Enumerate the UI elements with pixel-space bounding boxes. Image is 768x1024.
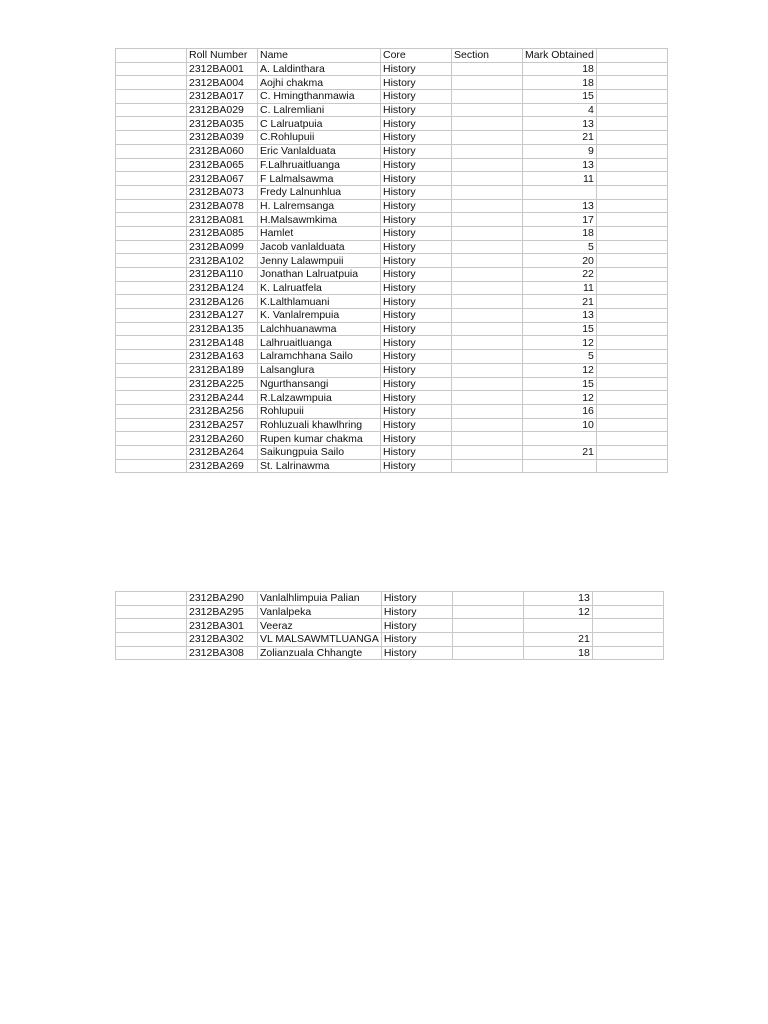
blank-cell xyxy=(592,592,663,606)
core-cell: History xyxy=(381,432,452,446)
core-cell: History xyxy=(381,226,452,240)
section-cell xyxy=(452,350,523,364)
header-roll-number: Roll Number xyxy=(187,49,258,63)
blank-cell xyxy=(596,62,667,76)
core-cell: History xyxy=(381,76,452,90)
core-cell: History xyxy=(381,268,452,282)
roll-number-cell: 2312BA029 xyxy=(187,103,258,117)
mark-cell: 15 xyxy=(523,90,597,104)
blank-cell xyxy=(116,49,187,63)
blank-cell xyxy=(596,131,667,145)
blank-cell xyxy=(596,404,667,418)
blank-cell xyxy=(596,459,667,473)
table-row xyxy=(116,633,664,647)
section-cell xyxy=(452,226,523,240)
blank-cell xyxy=(596,90,667,104)
blank-cell xyxy=(592,633,663,647)
roll-number-cell: 2312BA065 xyxy=(187,158,258,172)
core-cell: History xyxy=(381,144,452,158)
name-cell: A. Laldinthara xyxy=(258,62,381,76)
name-cell: Jacob vanlalduata xyxy=(258,240,381,254)
section-cell xyxy=(452,199,523,213)
section-cell xyxy=(452,322,523,336)
mark-cell: 4 xyxy=(523,103,597,117)
section-cell xyxy=(452,619,523,633)
section-cell xyxy=(452,103,523,117)
core-cell: History xyxy=(381,404,452,418)
roll-number-cell: 2312BA301 xyxy=(187,619,258,633)
marks-table-body xyxy=(116,592,664,660)
section-cell xyxy=(452,336,523,350)
roll-number-cell: 2312BA127 xyxy=(187,309,258,323)
core-cell: History xyxy=(381,459,452,473)
name-cell: Lalhruaitluanga xyxy=(258,336,381,350)
core-cell: History xyxy=(381,322,452,336)
roll-number-cell: 2312BA256 xyxy=(187,404,258,418)
table-row xyxy=(116,391,668,405)
mark-cell: 13 xyxy=(523,592,592,606)
blank-cell xyxy=(596,445,667,459)
roll-number-cell: 2312BA039 xyxy=(187,131,258,145)
mark-cell xyxy=(523,185,597,199)
table-row xyxy=(116,336,668,350)
blank-cell xyxy=(596,281,667,295)
mark-cell: 15 xyxy=(523,377,597,391)
core-cell: History xyxy=(381,363,452,377)
mark-cell xyxy=(523,459,597,473)
table-row xyxy=(116,199,668,213)
section-cell xyxy=(452,158,523,172)
roll-number-cell: 2312BA067 xyxy=(187,172,258,186)
blank-cell xyxy=(116,268,187,282)
roll-number-cell: 2312BA163 xyxy=(187,350,258,364)
section-cell xyxy=(452,295,523,309)
table-row xyxy=(116,322,668,336)
table-row xyxy=(116,404,668,418)
roll-number-cell: 2312BA073 xyxy=(187,185,258,199)
name-cell: Vanlalpeka xyxy=(258,605,382,619)
blank-cell xyxy=(596,418,667,432)
blank-cell xyxy=(116,605,187,619)
core-cell: History xyxy=(381,605,452,619)
core-cell: History xyxy=(381,418,452,432)
section-cell xyxy=(452,592,523,606)
blank-cell xyxy=(116,144,187,158)
blank-cell xyxy=(596,363,667,377)
table-row xyxy=(116,144,668,158)
core-cell: History xyxy=(381,619,452,633)
roll-number-cell: 2312BA126 xyxy=(187,295,258,309)
name-cell: Ngurthansangi xyxy=(258,377,381,391)
blank-cell xyxy=(116,281,187,295)
blank-cell xyxy=(596,322,667,336)
mark-cell: 9 xyxy=(523,144,597,158)
mark-cell: 18 xyxy=(523,226,597,240)
blank-cell xyxy=(116,185,187,199)
roll-number-cell: 2312BA264 xyxy=(187,445,258,459)
core-cell: History xyxy=(381,117,452,131)
section-cell xyxy=(452,62,523,76)
section-cell xyxy=(452,377,523,391)
table-row xyxy=(116,103,668,117)
section-cell xyxy=(452,76,523,90)
core-cell: History xyxy=(381,213,452,227)
blank-cell xyxy=(596,268,667,282)
core-cell: History xyxy=(381,281,452,295)
section-cell xyxy=(452,309,523,323)
roll-number-cell: 2312BA004 xyxy=(187,76,258,90)
table-row xyxy=(116,309,668,323)
core-cell: History xyxy=(381,377,452,391)
table-row xyxy=(116,592,664,606)
blank-cell xyxy=(592,619,663,633)
name-cell: VL MALSAWMTLUANGA xyxy=(258,633,382,647)
roll-number-cell: 2312BA081 xyxy=(187,213,258,227)
blank-cell xyxy=(116,226,187,240)
core-cell: History xyxy=(381,199,452,213)
section-cell xyxy=(452,404,523,418)
roll-number-cell: 2312BA302 xyxy=(187,633,258,647)
name-cell: Jonathan Lalruatpuia xyxy=(258,268,381,282)
blank-cell xyxy=(116,418,187,432)
blank-cell xyxy=(596,391,667,405)
mark-cell xyxy=(523,619,592,633)
table-row xyxy=(116,76,668,90)
name-cell: Vanlalhlimpuia Palian xyxy=(258,592,382,606)
name-cell: Lalchhuanawma xyxy=(258,322,381,336)
table-row xyxy=(116,432,668,446)
name-cell: Lalramchhana Sailo xyxy=(258,350,381,364)
table-row xyxy=(116,646,664,660)
section-cell xyxy=(452,445,523,459)
table-row xyxy=(116,281,668,295)
mark-cell: 12 xyxy=(523,605,592,619)
mark-cell: 11 xyxy=(523,281,597,295)
mark-cell: 21 xyxy=(523,633,592,647)
blank-cell xyxy=(596,199,667,213)
mark-cell: 13 xyxy=(523,158,597,172)
blank-cell xyxy=(116,619,187,633)
name-cell: C. Hmingthanmawia xyxy=(258,90,381,104)
name-cell: Zolianzuala Chhangte xyxy=(258,646,382,660)
mark-cell: 22 xyxy=(523,268,597,282)
table-row xyxy=(116,254,668,268)
core-cell: History xyxy=(381,309,452,323)
blank-cell xyxy=(116,117,187,131)
roll-number-cell: 2312BA060 xyxy=(187,144,258,158)
table-row xyxy=(116,363,668,377)
header-mark-obtained: Mark Obtained xyxy=(523,49,597,63)
section-cell xyxy=(452,213,523,227)
roll-number-cell: 2312BA148 xyxy=(187,336,258,350)
blank-cell xyxy=(116,391,187,405)
blank-cell xyxy=(116,459,187,473)
section-cell xyxy=(452,363,523,377)
table-row xyxy=(116,605,664,619)
blank-cell xyxy=(116,322,187,336)
header-name: Name xyxy=(258,49,381,63)
mark-cell: 21 xyxy=(523,131,597,145)
mark-cell: 13 xyxy=(523,117,597,131)
section-cell xyxy=(452,131,523,145)
name-cell: Eric Vanlalduata xyxy=(258,144,381,158)
name-cell: R.Lalzawmpuia xyxy=(258,391,381,405)
name-cell: Rohluzuali khawlhring xyxy=(258,418,381,432)
header-row xyxy=(116,49,668,63)
roll-number-cell: 2312BA124 xyxy=(187,281,258,295)
mark-cell: 5 xyxy=(523,350,597,364)
roll-number-cell: 2312BA225 xyxy=(187,377,258,391)
roll-number-cell: 2312BA257 xyxy=(187,418,258,432)
roll-number-cell: 2312BA110 xyxy=(187,268,258,282)
roll-number-cell: 2312BA035 xyxy=(187,117,258,131)
name-cell: Fredy Lalnunhlua xyxy=(258,185,381,199)
blank-cell xyxy=(596,377,667,391)
roll-number-cell: 2312BA102 xyxy=(187,254,258,268)
core-cell: History xyxy=(381,633,452,647)
mark-cell: 11 xyxy=(523,172,597,186)
name-cell: C.Rohlupuii xyxy=(258,131,381,145)
core-cell: History xyxy=(381,62,452,76)
section-cell xyxy=(452,432,523,446)
mark-cell: 18 xyxy=(523,76,597,90)
core-cell: History xyxy=(381,254,452,268)
section-cell xyxy=(452,459,523,473)
table-row xyxy=(116,459,668,473)
header-section: Section xyxy=(452,49,523,63)
blank-cell xyxy=(596,49,667,63)
roll-number-cell: 2312BA260 xyxy=(187,432,258,446)
core-cell: History xyxy=(381,131,452,145)
name-cell: H.Malsawmkima xyxy=(258,213,381,227)
blank-cell xyxy=(116,432,187,446)
mark-cell: 18 xyxy=(523,62,597,76)
mark-cell: 20 xyxy=(523,254,597,268)
blank-cell xyxy=(116,633,187,647)
mark-cell xyxy=(523,432,597,446)
blank-cell xyxy=(596,185,667,199)
blank-cell xyxy=(116,103,187,117)
name-cell: C. Lalremliani xyxy=(258,103,381,117)
blank-cell xyxy=(596,432,667,446)
blank-cell xyxy=(596,240,667,254)
name-cell: F.Lalhruaitluanga xyxy=(258,158,381,172)
roll-number-cell: 2312BA290 xyxy=(187,592,258,606)
section-cell xyxy=(452,268,523,282)
table-row xyxy=(116,350,668,364)
name-cell: Jenny Lalawmpuii xyxy=(258,254,381,268)
marks-table-page-bottom xyxy=(115,591,664,660)
section-cell xyxy=(452,633,523,647)
blank-cell xyxy=(116,336,187,350)
name-cell: Lalsanglura xyxy=(258,363,381,377)
blank-cell xyxy=(596,158,667,172)
blank-cell xyxy=(116,646,187,660)
section-cell xyxy=(452,172,523,186)
name-cell: K.Lalthlamuani xyxy=(258,295,381,309)
roll-number-cell: 2312BA078 xyxy=(187,199,258,213)
table-row xyxy=(116,418,668,432)
roll-number-cell: 2312BA001 xyxy=(187,62,258,76)
blank-cell xyxy=(116,90,187,104)
mark-cell: 12 xyxy=(523,363,597,377)
table-row xyxy=(116,445,668,459)
section-cell xyxy=(452,144,523,158)
roll-number-cell: 2312BA308 xyxy=(187,646,258,660)
blank-cell xyxy=(596,336,667,350)
mark-cell: 12 xyxy=(523,391,597,405)
blank-cell xyxy=(116,213,187,227)
core-cell: History xyxy=(381,90,452,104)
core-cell: History xyxy=(381,336,452,350)
blank-cell xyxy=(596,76,667,90)
core-cell: History xyxy=(381,103,452,117)
section-cell xyxy=(452,254,523,268)
mark-cell: 21 xyxy=(523,445,597,459)
roll-number-cell: 2312BA269 xyxy=(187,459,258,473)
blank-cell xyxy=(596,295,667,309)
name-cell: H. Lalremsanga xyxy=(258,199,381,213)
blank-cell xyxy=(116,404,187,418)
blank-cell xyxy=(596,117,667,131)
roll-number-cell: 2312BA017 xyxy=(187,90,258,104)
blank-cell xyxy=(596,103,667,117)
core-cell: History xyxy=(381,295,452,309)
core-cell: History xyxy=(381,646,452,660)
mark-cell: 18 xyxy=(523,646,592,660)
section-cell xyxy=(452,281,523,295)
blank-cell xyxy=(596,350,667,364)
table-row xyxy=(116,268,668,282)
blank-cell xyxy=(116,363,187,377)
core-cell: History xyxy=(381,350,452,364)
roll-number-cell: 2312BA135 xyxy=(187,322,258,336)
table-row xyxy=(116,377,668,391)
header-core: Core xyxy=(381,49,452,63)
blank-cell xyxy=(116,240,187,254)
blank-cell xyxy=(116,350,187,364)
marks-table-page-top xyxy=(115,48,668,473)
core-cell: History xyxy=(381,391,452,405)
name-cell: Rupen kumar chakma xyxy=(258,432,381,446)
marks-table-body xyxy=(116,49,668,473)
section-cell xyxy=(452,185,523,199)
section-cell xyxy=(452,418,523,432)
core-cell: History xyxy=(381,158,452,172)
mark-cell: 15 xyxy=(523,322,597,336)
section-cell xyxy=(452,646,523,660)
core-cell: History xyxy=(381,172,452,186)
blank-cell xyxy=(116,199,187,213)
core-cell: History xyxy=(381,592,452,606)
blank-cell xyxy=(596,226,667,240)
roll-number-cell: 2312BA099 xyxy=(187,240,258,254)
mark-cell: 13 xyxy=(523,199,597,213)
mark-cell: 12 xyxy=(523,336,597,350)
blank-cell xyxy=(592,605,663,619)
table-row xyxy=(116,117,668,131)
blank-cell xyxy=(116,254,187,268)
mark-cell: 17 xyxy=(523,213,597,227)
table-row xyxy=(116,90,668,104)
blank-cell xyxy=(116,158,187,172)
blank-cell xyxy=(116,592,187,606)
table-row xyxy=(116,240,668,254)
roll-number-cell: 2312BA085 xyxy=(187,226,258,240)
blank-cell xyxy=(596,144,667,158)
name-cell: Veeraz xyxy=(258,619,382,633)
blank-cell xyxy=(596,254,667,268)
name-cell: Aojhi chakma xyxy=(258,76,381,90)
name-cell: Rohlupuii xyxy=(258,404,381,418)
blank-cell xyxy=(116,377,187,391)
blank-cell xyxy=(116,131,187,145)
name-cell: K. Vanlalrempuia xyxy=(258,309,381,323)
blank-cell xyxy=(116,295,187,309)
name-cell: Hamlet xyxy=(258,226,381,240)
name-cell: Saikungpuia Sailo xyxy=(258,445,381,459)
blank-cell xyxy=(596,172,667,186)
section-cell xyxy=(452,240,523,254)
table-row xyxy=(116,172,668,186)
mark-cell: 16 xyxy=(523,404,597,418)
blank-cell xyxy=(596,309,667,323)
core-cell: History xyxy=(381,240,452,254)
roll-number-cell: 2312BA189 xyxy=(187,363,258,377)
table-row xyxy=(116,158,668,172)
table-row xyxy=(116,62,668,76)
name-cell: St. Lalrinawma xyxy=(258,459,381,473)
name-cell: F Lalmalsawma xyxy=(258,172,381,186)
table-row xyxy=(116,619,664,633)
section-cell xyxy=(452,90,523,104)
blank-cell xyxy=(116,76,187,90)
name-cell: C Lalruatpuia xyxy=(258,117,381,131)
blank-cell xyxy=(116,445,187,459)
mark-cell: 13 xyxy=(523,309,597,323)
blank-cell xyxy=(116,309,187,323)
mark-cell: 5 xyxy=(523,240,597,254)
blank-cell xyxy=(116,62,187,76)
blank-cell xyxy=(116,172,187,186)
table-row xyxy=(116,185,668,199)
mark-cell: 10 xyxy=(523,418,597,432)
blank-cell xyxy=(592,646,663,660)
table-row xyxy=(116,131,668,145)
roll-number-cell: 2312BA295 xyxy=(187,605,258,619)
table-row xyxy=(116,226,668,240)
section-cell xyxy=(452,391,523,405)
roll-number-cell: 2312BA244 xyxy=(187,391,258,405)
core-cell: History xyxy=(381,185,452,199)
mark-cell: 21 xyxy=(523,295,597,309)
table-row xyxy=(116,295,668,309)
section-cell xyxy=(452,117,523,131)
blank-cell xyxy=(596,213,667,227)
name-cell: K. Lalruatfela xyxy=(258,281,381,295)
core-cell: History xyxy=(381,445,452,459)
table-row xyxy=(116,213,668,227)
section-cell xyxy=(452,605,523,619)
